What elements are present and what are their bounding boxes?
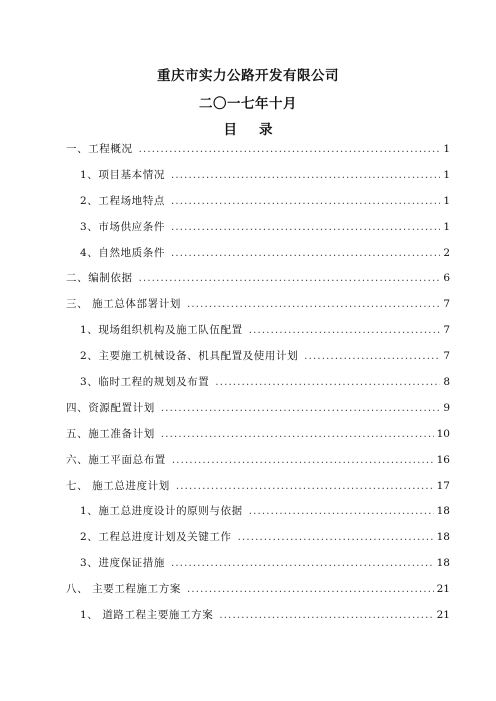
toc-entry[interactable]	[66, 271, 450, 297]
toc-entry[interactable]	[66, 530, 450, 556]
toc-entry-label: 一、工程概况	[66, 143, 133, 155]
toc-entry[interactable]	[66, 608, 450, 634]
toc-entry-label: 二、编制依据	[66, 272, 133, 285]
toc-leader-dots	[171, 557, 434, 571]
toc-entry-page: 9	[443, 401, 450, 414]
toc-entry-page: 18	[436, 505, 450, 518]
toc-entry-label: 四、资源配置计划	[66, 401, 155, 414]
toc-entry-page: 18	[436, 531, 450, 544]
toc-entry-page: 16	[436, 453, 450, 466]
toc-entry-label: 2、工程场地特点	[80, 194, 165, 207]
toc-entry[interactable]	[66, 453, 450, 479]
toc-entry[interactable]	[66, 504, 450, 530]
toc-entry-page: 17	[436, 479, 450, 492]
toc-entry[interactable]	[66, 142, 450, 168]
toc-entry[interactable]	[66, 323, 450, 349]
toc-entry-page: 1	[443, 220, 450, 233]
toc-entry-page: 7	[443, 298, 450, 311]
toc-entry-label: 七、 施工总进度计划	[66, 479, 170, 492]
toc-entry-page: 21	[436, 583, 450, 596]
toc-title: 目录	[223, 122, 295, 138]
toc-entry-label: 3、临时工程的规划及布置	[80, 376, 210, 389]
toc-entry[interactable]	[66, 168, 450, 194]
toc-leader-dots	[238, 531, 434, 545]
toc-entry[interactable]	[66, 349, 450, 375]
toc-entry-label: 2、主要施工机械设备、机具配置及使用计划	[80, 350, 299, 363]
toc-entry-page: 1	[443, 143, 450, 155]
toc-entry-page: 21	[436, 609, 450, 622]
toc-leader-dots	[172, 454, 434, 468]
company-name: 重庆市实力公路开发有限公司	[157, 68, 339, 84]
toc-entry[interactable]	[66, 427, 450, 453]
toc-entry-page: 10	[436, 427, 450, 440]
toc-entry-page: 6	[443, 272, 450, 285]
toc-entry[interactable]	[66, 582, 450, 608]
toc-leader-dots	[171, 169, 440, 183]
toc-entry-page: 1	[443, 168, 450, 181]
toc-leader-dots	[249, 324, 441, 338]
toc-entry-page: 1	[443, 194, 450, 207]
toc-entry-label: 八、 主要工程施工方案	[66, 583, 181, 596]
toc-entry-page: 8	[443, 376, 450, 389]
toc-entry[interactable]	[66, 297, 450, 323]
toc-entry-label: 1、项目基本情况	[80, 168, 165, 181]
toc-entry[interactable]	[66, 246, 450, 272]
toc-entry[interactable]	[66, 401, 450, 427]
toc-leader-dots	[171, 221, 440, 235]
toc-entry-page: 2	[443, 246, 450, 259]
toc-leader-dots	[161, 402, 441, 416]
toc-entry[interactable]	[66, 556, 450, 582]
toc-leader-dots	[215, 376, 440, 390]
toc-leader-dots	[176, 480, 434, 494]
toc-entry[interactable]	[66, 375, 450, 401]
toc-leader-dots	[249, 505, 434, 519]
toc-entry-page: 18	[436, 557, 450, 570]
toc-entry[interactable]	[66, 194, 450, 220]
toc-leader-dots	[139, 272, 441, 286]
toc-entry-label: 3、进度保证措施	[80, 557, 165, 570]
toc-entry[interactable]	[66, 220, 450, 246]
toc-leader-dots	[187, 583, 434, 597]
toc-entry-label: 五、施工准备计划	[66, 427, 155, 440]
toc-leader-dots	[171, 195, 440, 209]
table-of-contents	[66, 142, 450, 634]
toc-entry[interactable]	[66, 479, 450, 505]
toc-leader-dots	[187, 298, 440, 312]
toc-leader-dots	[171, 247, 440, 261]
toc-leader-dots	[304, 350, 440, 364]
toc-entry-page: 7	[443, 324, 450, 337]
toc-entry-label: 4、自然地质条件	[80, 246, 165, 259]
toc-entry-label: 1、施工总进度设计的原则与依据	[80, 505, 243, 518]
toc-entry-label: 1、 道路工程主要施工方案	[80, 609, 214, 622]
toc-entry-label: 3、市场供应条件	[80, 220, 165, 233]
toc-entry-label: 2、工程总进度计划及关键工作	[80, 531, 232, 544]
toc-leader-dots	[219, 609, 433, 623]
toc-leader-dots	[161, 428, 434, 442]
toc-entry-label: 六、施工平面总布置	[66, 453, 166, 466]
document-date: 二〇一七年十月	[199, 96, 297, 112]
toc-entry-page: 7	[443, 350, 450, 363]
toc-entry-label: 1、现场组织机构及施工队伍配置	[80, 324, 243, 337]
toc-leader-dots	[139, 143, 441, 157]
toc-entry-label: 三、 施工总体部署计划	[66, 298, 181, 311]
